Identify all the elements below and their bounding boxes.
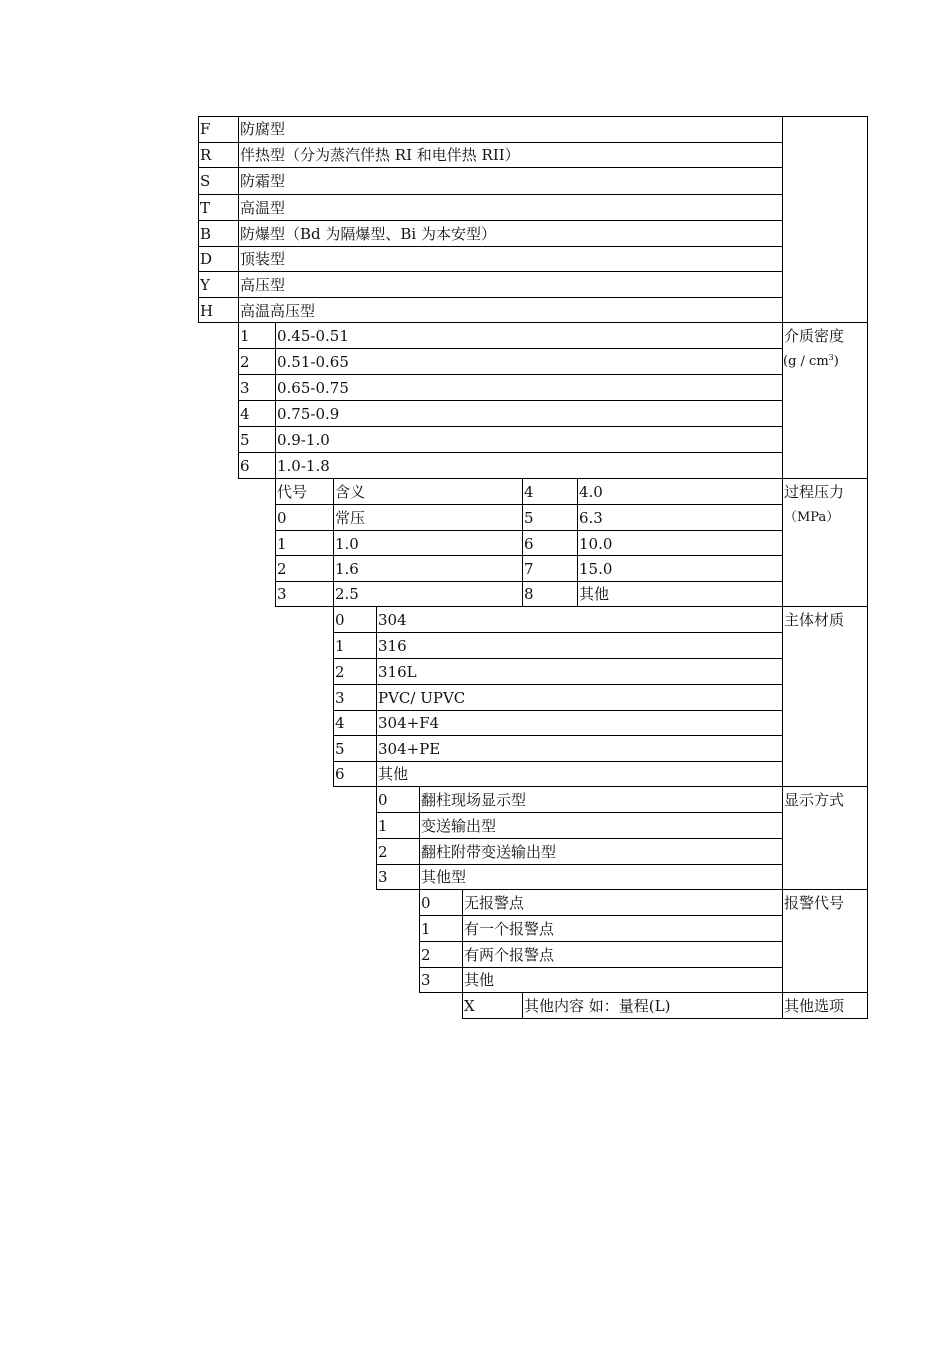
rule <box>782 992 783 1019</box>
rule <box>198 167 782 168</box>
rule <box>275 581 782 582</box>
rule <box>198 271 782 272</box>
rule <box>782 322 783 479</box>
material-value: 304 <box>378 611 407 629</box>
density-unit-text: (g / cm <box>783 354 829 369</box>
rule <box>333 478 334 607</box>
rule <box>419 941 782 942</box>
type-desc: 顶装型 <box>240 250 286 268</box>
rule <box>462 992 463 1019</box>
rule <box>333 658 782 659</box>
rule <box>198 116 868 117</box>
density-value: 0.75-0.9 <box>277 405 340 423</box>
rule <box>275 504 782 505</box>
pressure-code: 3 <box>277 585 287 603</box>
rule <box>198 116 199 323</box>
rule <box>462 889 463 993</box>
display-code: 0 <box>378 791 388 809</box>
rule <box>867 786 868 890</box>
material-value: PVC/ UPVC <box>378 689 466 707</box>
type-code: R <box>200 146 212 164</box>
rule <box>867 116 868 323</box>
pressure-value: 2.5 <box>335 585 359 603</box>
material-value: 304+F4 <box>378 714 440 732</box>
type-desc: 高温型 <box>240 199 286 217</box>
rule <box>782 606 783 787</box>
pressure-code: 6 <box>524 535 534 553</box>
pressure-value: 1.0 <box>335 535 359 553</box>
rule <box>376 889 868 890</box>
rule <box>333 786 868 787</box>
pressure-value: 6.3 <box>579 509 603 527</box>
rule <box>275 322 276 479</box>
rule <box>238 452 782 453</box>
other-code: X <box>464 997 475 1015</box>
rule <box>238 374 782 375</box>
alarm-code: 0 <box>421 894 431 912</box>
rule <box>198 322 868 323</box>
rule <box>376 812 782 813</box>
type-desc: 防霜型 <box>240 172 286 190</box>
rule <box>198 194 782 195</box>
rule <box>333 761 782 762</box>
density-code: 2 <box>240 353 250 371</box>
type-code: S <box>200 172 211 190</box>
rule <box>198 297 782 298</box>
display-value: 其他型 <box>421 868 467 886</box>
alarm-value: 有一个报警点 <box>464 920 555 938</box>
rule <box>198 220 782 221</box>
rule <box>238 400 782 401</box>
rule <box>275 530 782 531</box>
pressure-code: 0 <box>277 509 287 527</box>
pressure-value: 其他 <box>579 585 610 603</box>
rule <box>238 116 239 323</box>
pressure-value: 4.0 <box>579 483 603 501</box>
rule <box>867 889 868 993</box>
display-code: 3 <box>378 868 388 886</box>
material-code: 1 <box>335 637 345 655</box>
rule <box>577 478 578 607</box>
alarm-code: 2 <box>421 946 431 964</box>
type-desc: 防爆型（Bd 为隔爆型、Bi 为本安型） <box>240 225 496 243</box>
alarm-label: 报警代号 <box>784 894 845 912</box>
rule <box>419 889 420 993</box>
alarm-code: 3 <box>421 971 431 989</box>
material-label: 主体材质 <box>784 611 845 629</box>
rule <box>419 915 782 916</box>
type-code: F <box>200 120 211 138</box>
rule <box>333 735 782 736</box>
rule <box>333 710 782 711</box>
alarm-value: 无报警点 <box>464 894 525 912</box>
rule <box>867 478 868 607</box>
density-value: 0.65-0.75 <box>277 379 349 397</box>
type-desc: 伴热型（分为蒸汽伴热 RI 和电伴热 RII） <box>240 146 520 164</box>
rule <box>238 426 782 427</box>
type-desc: 防腐型 <box>240 120 286 138</box>
rule <box>782 786 783 890</box>
display-code: 2 <box>378 843 388 861</box>
pressure-value: 15.0 <box>579 560 613 578</box>
rule <box>782 478 783 607</box>
material-code: 2 <box>335 663 345 681</box>
type-desc: 高压型 <box>240 276 286 294</box>
rule <box>333 632 782 633</box>
pressure-value: 10.0 <box>579 535 613 553</box>
pressure-header-meaning: 含义 <box>335 483 366 501</box>
rule <box>376 838 782 839</box>
type-code: H <box>200 302 214 320</box>
pressure-value: 1.6 <box>335 560 359 578</box>
display-code: 1 <box>378 817 388 835</box>
rule <box>522 478 523 607</box>
rule <box>867 322 868 479</box>
type-code: Y <box>200 276 210 294</box>
type-desc: 高温高压型 <box>240 302 316 320</box>
density-code: 3 <box>240 379 250 397</box>
rule <box>275 606 868 607</box>
pressure-code: 5 <box>524 509 534 527</box>
density-unit <box>783 353 839 371</box>
display-value: 变送输出型 <box>421 817 497 835</box>
pressure-code: 7 <box>524 560 534 578</box>
pressure-unit: （MPa） <box>784 510 840 525</box>
rule <box>238 322 239 479</box>
material-value: 304+PE <box>378 740 441 758</box>
alarm-value: 其他 <box>464 971 495 989</box>
type-code: B <box>200 225 212 243</box>
type-code: T <box>200 199 211 217</box>
other-label: 其他选项 <box>784 997 845 1015</box>
density-unit-close: ) <box>833 354 839 369</box>
rule <box>419 992 868 993</box>
other-value: 其他内容 如：量程(L) <box>524 997 671 1015</box>
rule <box>275 555 782 556</box>
pressure-value: 常压 <box>335 509 366 527</box>
alarm-code: 1 <box>421 920 431 938</box>
rule <box>376 864 782 865</box>
material-code: 4 <box>335 714 345 732</box>
material-value: 其他 <box>378 765 409 783</box>
pressure-code: 4 <box>524 483 534 501</box>
material-value: 316L <box>378 663 417 681</box>
density-value: 1.0-1.8 <box>277 457 330 475</box>
density-code: 4 <box>240 405 250 423</box>
rule <box>522 992 523 1019</box>
rule <box>333 606 334 787</box>
rule <box>198 142 782 143</box>
rule <box>376 606 377 787</box>
density-code: 5 <box>240 431 250 449</box>
pressure-code: 8 <box>524 585 534 603</box>
material-value: 316 <box>378 637 407 655</box>
display-label: 显示方式 <box>784 791 845 809</box>
rule <box>419 786 420 890</box>
density-value: 0.45-0.51 <box>277 327 349 345</box>
rule <box>782 889 783 993</box>
display-value: 翻柱现场显示型 <box>421 791 527 809</box>
rule <box>782 116 783 323</box>
material-code: 3 <box>335 689 345 707</box>
pressure-header-code: 代号 <box>277 483 308 501</box>
pressure-label: 过程压力 <box>784 483 845 501</box>
rule <box>867 606 868 787</box>
density-code: 1 <box>240 327 250 345</box>
rule <box>275 478 276 607</box>
pressure-code: 1 <box>277 535 287 553</box>
alarm-value: 有两个报警点 <box>464 946 555 964</box>
material-code: 5 <box>335 740 345 758</box>
pressure-code: 2 <box>277 560 287 578</box>
material-code: 6 <box>335 765 345 783</box>
rule <box>867 992 868 1019</box>
rule <box>419 967 782 968</box>
material-code: 0 <box>335 611 345 629</box>
density-label: 介质密度 <box>784 327 845 345</box>
rule <box>238 348 782 349</box>
density-value: 0.9-1.0 <box>277 431 330 449</box>
density-value: 0.51-0.65 <box>277 353 349 371</box>
rule <box>333 684 782 685</box>
density-unit-sup: 3 <box>828 353 834 362</box>
type-code: D <box>200 250 213 268</box>
density-code: 6 <box>240 457 250 475</box>
rule <box>198 246 782 247</box>
rule <box>376 786 377 890</box>
display-value: 翻柱附带变送输出型 <box>421 843 557 861</box>
